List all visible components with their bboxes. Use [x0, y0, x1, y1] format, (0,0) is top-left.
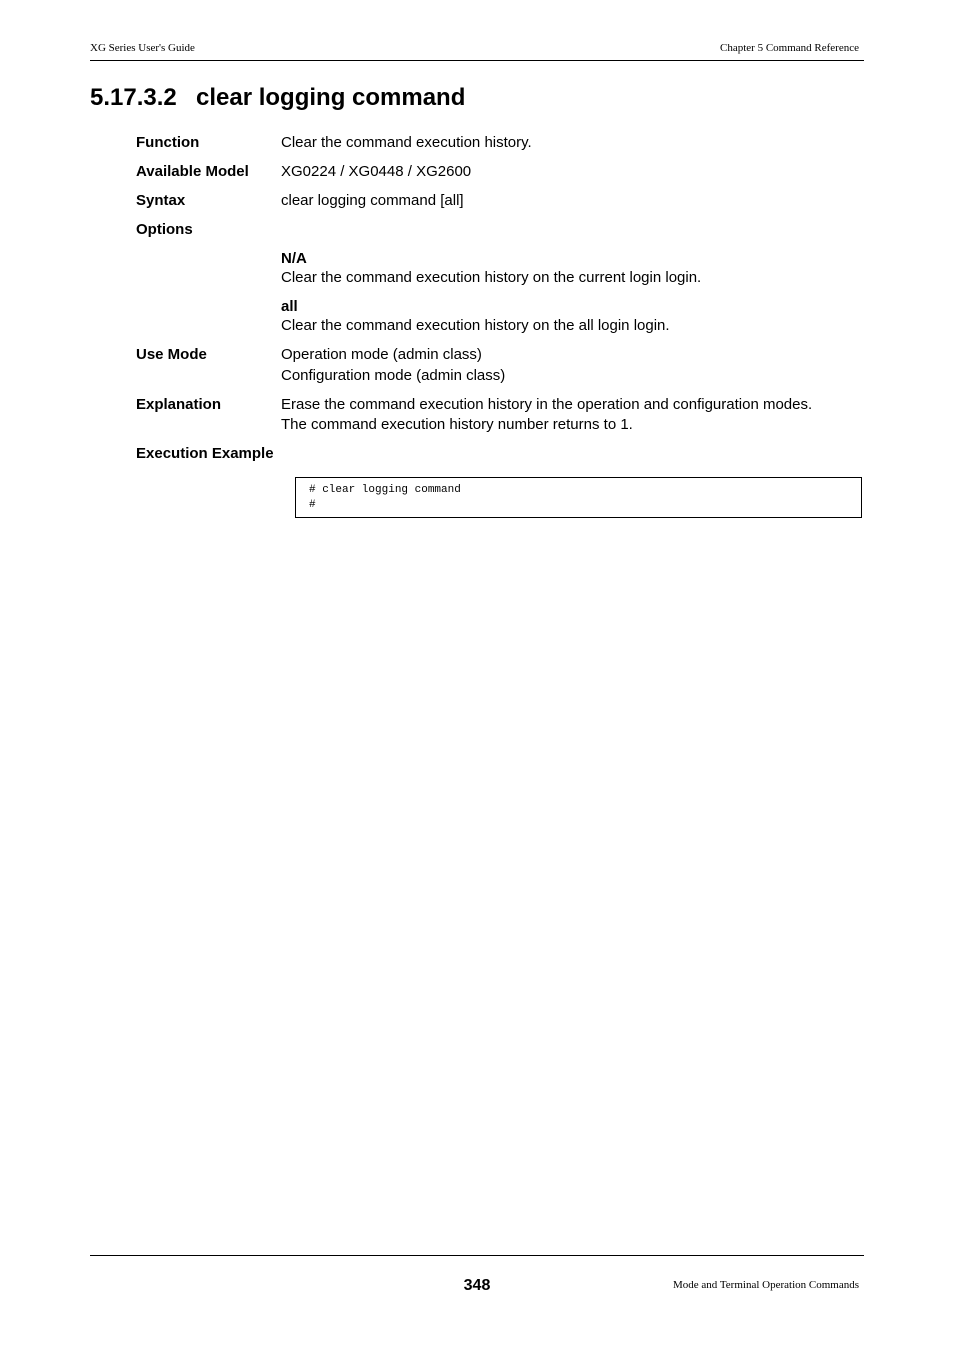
available-model-label: Available Model	[136, 163, 249, 180]
execution-example-label: Execution Example	[136, 445, 274, 462]
footer-divider	[90, 1255, 864, 1256]
page-number: 348	[463, 1277, 491, 1294]
syntax-label: Syntax	[136, 192, 186, 209]
header-guide-title: XG Series User's Guide	[90, 42, 195, 54]
header-divider	[90, 60, 864, 61]
use-mode-line: Operation mode (admin class)	[281, 346, 482, 363]
explanation-label: Explanation	[136, 396, 222, 413]
option-name: all	[281, 298, 298, 315]
section-number: 5.17.3.2	[90, 84, 177, 111]
function-value: Clear the command execution history.	[281, 134, 532, 151]
use-mode-label: Use Mode	[136, 346, 207, 363]
use-mode-line: Configuration mode (admin class)	[281, 367, 506, 384]
header-chapter-title: Chapter 5 Command Reference	[720, 42, 859, 54]
section-heading	[90, 84, 465, 112]
explanation-line: The command execution history number returns to 1.	[281, 416, 633, 433]
option-name: N/A	[281, 250, 307, 267]
option-description: Clear the command execution history on the current login login.	[281, 269, 702, 286]
function-label: Function	[136, 134, 200, 151]
explanation-line: Erase the command execution history in the operation and configuration modes.	[281, 396, 813, 413]
syntax-value: clear logging command [all]	[281, 192, 464, 209]
execution-example-box	[295, 477, 862, 518]
available-model-value: XG0224 / XG0448 / XG2600	[281, 163, 472, 180]
section-title: clear logging command	[196, 84, 466, 111]
options-label: Options	[136, 221, 193, 238]
option-description: Clear the command execution history on the all login login.	[281, 317, 670, 334]
execution-example-code: # clear logging command #	[309, 484, 461, 511]
footer-section-title: Mode and Terminal Operation Commands	[673, 1279, 859, 1291]
